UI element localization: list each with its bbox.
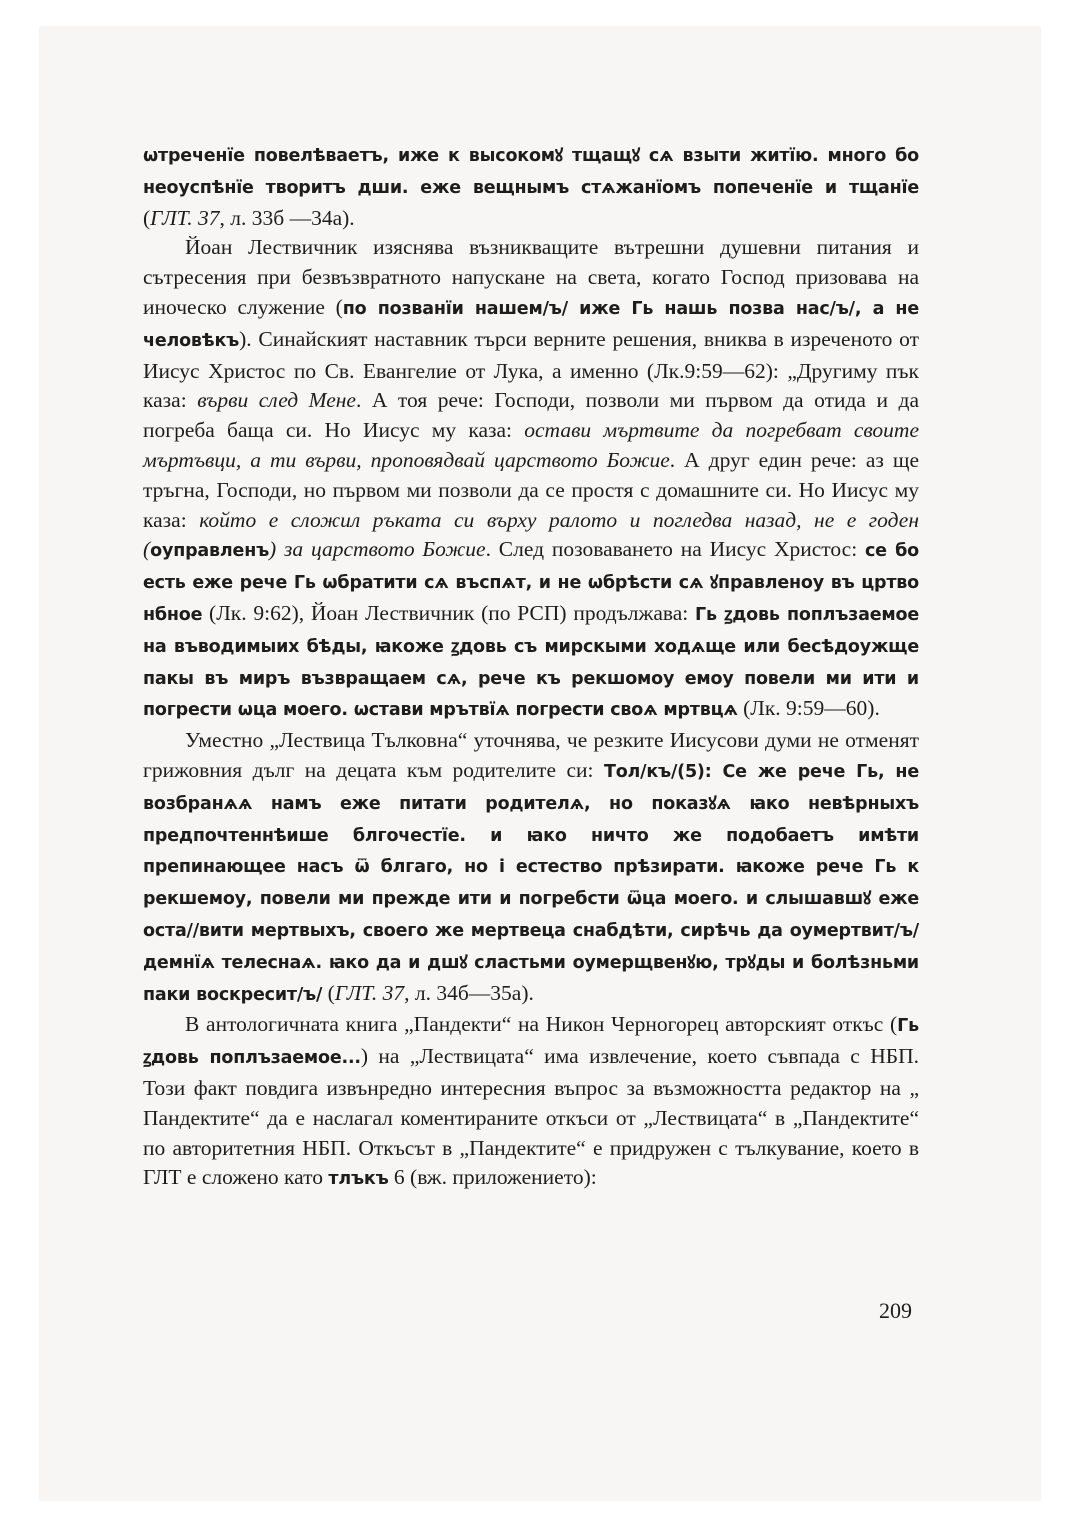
paragraph-2 [143,726,919,1010]
church-slavonic-quote: тлъкъ [328,1169,389,1190]
body-text-run: Уместно „Лествица Тълковна“ уточнява, че резките Иисусови думи не отменят грижовния дълг на децата към родителите си: [143,728,919,782]
church-slavonic-quote: оуправленъ [150,541,270,562]
church-slavonic-quote: по позванїи нашем/ъ/ иже Гь нашь позва нас/ъ/, а не человѣкъ [143,298,919,351]
italic-text: остави мъртвите да погребват своите мъртъвци, а ти върви, проповядвай царството Божие [143,418,919,472]
body-text-run: , л. 33б —34а). [219,205,355,230]
body-text-run: , л. 34б—35а). [404,980,534,1005]
paragraph-1 [143,233,919,726]
italic-text: върви след Мене [197,388,356,413]
italic-text: ГЛТ. 37 [150,205,220,230]
body-text-run: В антологичната книга „Пандекти“ на Никон Черногорец авторският откъс ( [185,1012,898,1037]
body-text [143,140,919,1195]
italic-text: ) за царството Божие [269,537,486,562]
paragraph-3 [143,1010,919,1195]
church-slavonic-quote: Тол/къ/(5): Се же рече Гь, не возбранѧѧ намъ еже питати родителѧ, но показꙋѧ ꙗко невѣрныхъ предпочтеннѣише блгочестїе. и ꙗко ничто же подобаетъ имѣти препинающее насъ ѿ блгаго, но і естество прѣзирати. ꙗкоже рече Гь к рекшемоу, повели ми прежде ити и погребсти ѿца моего. и слышавшꙋ еже оста//вити мертвыхъ, своего же мертвеца снабдѣти, сирѣчь да оумертвит/ъ/ демнїѧ телеснаѧ. ꙗко да и дшꙋ сластьми оумерщвенꙋю, трꙋды и болѣзньми паки воскресит/ъ/ [143,761,919,1005]
church-slavonic-quote: Гь ꙁдовь поплъзаемое на въводимыих бѣды, ꙗкоже ꙁдовь съ мирскыми ходѧще или бесѣдоужще пакы въ миръ възвращаем сѧ, рече къ рекшомоу емоу повели ми ити и погрести ѡца моего. ѡстави мрътвїѧ погрести своѧ мртвцѧ [143,604,919,721]
body-text-run: Йоан Лествичник изяснява възникващите вътрешни душевни питания и сътресения при безвъзвратното напускане на света, когато Господ призовава на иноческо служение ( [143,235,919,319]
body-text-run: ( [143,205,151,230]
book-page [40,27,1040,1500]
italic-text: който е сложил ръката си върху ралото и погледва назад, не е годен ( [143,507,919,562]
church-slavonic-quote: Гь ꙁдовь поплъзаемое... [143,1016,919,1069]
body-text-run: . А тоя рече: Господи, позволи ми първом да отида и да погреба баща си. Но Иисус му каза: [143,388,919,443]
body-text-run: ( [322,980,335,1005]
church-slavonic-quote: ѡтреченїе повелѣваетъ, иже к высокомꙋ тщащꙋ сѧ взыти житїю. много бо неоуспѣнїе творитъ дши. еже вещнымъ стѧжанїомъ попеченїе и тщанїе [143,146,919,198]
body-text-run: ) на „Лествицата“ има извлечение, което съвпада с НБП. Този факт повдига извънредно интересния въпрос за възможността редактор на „ Пандектите“ да е наслагал коментираните откъси от „Лествицата“ в „Пандектите“ по авторитетния НБП. Откъсът в „Пандектите“ е придружен с тълкувание, което в ГЛТ е сложено като [143,1044,920,1190]
body-text-run: ). Синайският наставник търси верните решения, вниква в изреченото от Иисус Христос по Св. Евангелие от Лука, а именно (Лк.9:59—62): „Другиму пък каза: [143,326,919,413]
church-slavonic-quote: се бо есть еже рече Гь ѡбратити сѧ въспѧт, и не ѡбрѣсти сѧ ꙋправленоу въ цртво нбное [143,541,919,625]
paragraph-0 [143,140,919,233]
page-number: 209 [879,1298,912,1323]
body-text-run: . А друг един рече: аз ще тръгна, Господи, но първом ми позволи да се простя с домашните си. Но Иисус му каза: [143,447,920,532]
italic-text: ГЛТ. 37 [334,980,405,1005]
body-text-run: . След позоваването на Иисус Христос: [485,537,865,562]
body-text-run: (Лк. 9:62), Йоан Лествичник (по РСП) продължава: [202,600,696,625]
body-text-run: (Лк. 9:59—60). [737,696,880,721]
body-text-run: 6 (вж. приложението): [388,1165,597,1190]
